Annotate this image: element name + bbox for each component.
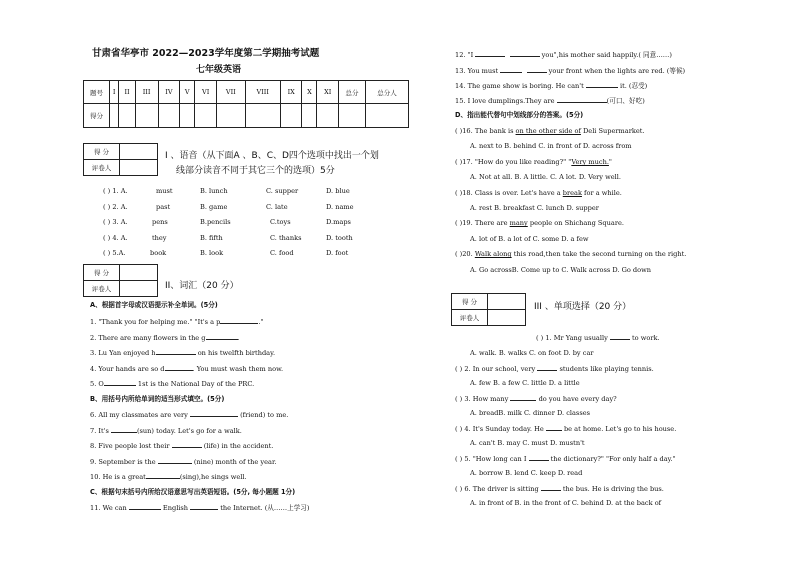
- section2-partC: C、根据句末括号内所给汉语意思写出英语短语。(5分, 每小题题 1分): [90, 488, 296, 496]
- option-b: B. game: [200, 203, 228, 211]
- score-table-header-cell: 题号: [84, 81, 110, 104]
- section3-title: III 、单项选择（20 分）: [534, 302, 632, 312]
- score-label: 得 分: [84, 144, 120, 160]
- options-16: A. next to B. behind C. in front of D. across from: [470, 142, 632, 150]
- mc-question-3: ( ) 3. How many do you have every day?: [455, 395, 617, 403]
- score-table-row-label: 得分: [84, 104, 110, 128]
- options-20: A. Go acrossB. Come up to C. Walk across D. Go down: [470, 266, 651, 274]
- grader-label: 评卷人: [84, 281, 120, 297]
- mc-question-1: ( ) 1. Mr Yang usually to work.: [536, 334, 660, 342]
- option-b: B. lunch: [200, 187, 228, 195]
- mc-options-4: A. can't B. may C. must D. mustn't: [470, 439, 585, 447]
- score-table-header-cell: II: [119, 81, 135, 104]
- score-table-header-cell: 总分人: [366, 81, 409, 104]
- mc-question-2: ( ) 2. In our school, very students like playing tennis.: [455, 365, 654, 373]
- question-number: ( ) 5.A.: [103, 249, 126, 257]
- question-10: 10. He is a great (sing),he sings well.: [90, 473, 247, 481]
- score-table-header-cell: VII: [217, 81, 246, 104]
- score-table-header-cell: VIII: [245, 81, 280, 104]
- question-13: 13. You must your front when the lights are red. (等候): [455, 67, 686, 75]
- score-table-header-cell: IX: [280, 81, 302, 104]
- question-15: 15. I love dumplings.They are (可口、好吃): [455, 97, 645, 105]
- grader-box-1: [83, 143, 158, 176]
- option-c: C. food: [270, 249, 294, 257]
- option-c: C. thanks: [270, 234, 302, 242]
- section2-partB: B、用括号内所给单词的适当形式填空。(5分): [90, 395, 225, 403]
- option-a: must: [156, 187, 173, 195]
- question-16: ( )16. The bank is on the other side of Deli Supermarket.: [455, 127, 645, 135]
- question-number: ( ) 2. A.: [103, 203, 128, 211]
- question-20: ( )20. Walk along this road,then take the second turning on the right.: [455, 250, 687, 258]
- options-18: A. rest B. breakfast C. lunch D. supper: [470, 204, 599, 212]
- option-c: C. supper: [266, 187, 299, 195]
- option-c: C. late: [266, 203, 288, 211]
- option-b: B. look: [200, 249, 224, 257]
- section1-title-2: 线部分读音不同于其它三个的选项）5分: [176, 166, 335, 176]
- option-a: book: [150, 249, 167, 257]
- question-3: 3. Lu Yan enjoyed h on his twelfth birthday.: [90, 349, 276, 357]
- option-c: C.toys: [270, 218, 291, 226]
- exam-subtitle: 七年级英语: [196, 65, 242, 75]
- option-a: they: [152, 234, 167, 242]
- mc-options-1: A. walk. B. walks C. on foot D. by car: [470, 349, 594, 357]
- score-table-header-cell: VI: [195, 81, 217, 104]
- question-7: 7. It's (sun) today. Let's go for a walk.: [90, 427, 242, 435]
- question-number: ( ) 1. A.: [103, 187, 128, 195]
- score-label: 得 分: [84, 265, 120, 281]
- question-5: 5. O 1st is the National Day of the PRC.: [90, 380, 255, 388]
- question-14: 14. The game show is boring. He can't it. (忍受): [455, 82, 648, 90]
- score-table-header-cell: V: [180, 81, 195, 104]
- option-d: D. foot: [326, 249, 349, 257]
- option-a: past: [156, 203, 171, 211]
- question-19: ( )19. There are many people on Shichang Square.: [455, 219, 624, 227]
- mc-question-6: ( ) 6. The driver is sitting the bus. He is driving the bus.: [455, 485, 664, 493]
- question-12: 12. "I you",his mother said happily.( 同意……): [455, 51, 672, 59]
- score-label: 得 分: [452, 294, 488, 310]
- question-8: 8. Five people lost their (life) in the accident.: [90, 442, 274, 450]
- score-table-header-cell: 总分: [339, 81, 366, 104]
- grader-label: 评卷人: [84, 160, 120, 176]
- question-17: ( )17. "How do you like reading?" "Very much.": [455, 158, 612, 166]
- section2-title: II、词汇（20 分）: [165, 281, 239, 291]
- grader-box-2: [83, 264, 158, 297]
- score-table-header-cell: X: [302, 81, 317, 104]
- score-table-header-cell: III: [135, 81, 158, 104]
- option-a: pens: [152, 218, 168, 226]
- mc-question-5: ( ) 5. "How long can I the dictionary?" "For only half a day.": [455, 455, 676, 463]
- option-d: D. blue: [326, 187, 350, 195]
- option-d: D. tooth: [326, 234, 353, 242]
- option-d: D.maps: [326, 218, 351, 226]
- option-d: D. name: [326, 203, 354, 211]
- grader-label: 评卷人: [452, 310, 488, 326]
- mc-options-5: A. borrow B. lend C. keep D. read: [470, 469, 583, 477]
- options-19: A. lot of B. a lot of C. some D. a few: [470, 235, 589, 243]
- options-17: A. Not at all. B. A little. C. A lot. D. Very well.: [470, 173, 621, 181]
- score-table-header-cell: IV: [158, 81, 180, 104]
- score-table-header-cell: XI: [317, 81, 339, 104]
- question-number: ( ) 3. A.: [103, 218, 128, 226]
- option-b: B. fifth: [200, 234, 223, 242]
- grader-box-3: [451, 293, 526, 326]
- question-18: ( )18. Class is over. Let's have a break for a while.: [455, 189, 622, 197]
- question-4: 4. Your hands are so d . You must wash them now.: [90, 365, 284, 373]
- section1-title-1: I 、语音（从下面A 、B、C、D四个选项中找出一个划: [165, 151, 379, 161]
- mc-question-4: ( ) 4. It's Sunday today. He be at home. Let's go to his house.: [455, 425, 677, 433]
- score-table-header-cell: I: [110, 81, 119, 104]
- option-b: B.pencils: [200, 218, 231, 226]
- mc-options-2: A. few B. a few C. little D. a little: [470, 379, 580, 387]
- exam-title: 甘肃省华亭市 2022—2023学年度第二学期抽考试题: [92, 48, 320, 59]
- question-2: 2. There are many flowers in the g .: [90, 334, 240, 342]
- mc-options-3: A. breadB. milk C. dinner D. classes: [470, 409, 590, 417]
- score-table: [83, 80, 409, 128]
- question-number: ( ) 4. A.: [103, 234, 128, 242]
- question-6: 6. All my classmates are very (friend) to me.: [90, 411, 289, 419]
- question-1: 1. "Thank you for helping me." "It's a p .": [90, 318, 264, 326]
- section2-partA: A、根据首字母或汉语提示补全单词。(5分): [90, 301, 218, 309]
- question-11: 11. We can English the Internet. (从……上学习): [90, 504, 310, 512]
- section-partD: D、指出能代替句中划线部分的答案。(5分): [455, 111, 584, 119]
- question-9: 9. September is the (nine) month of the year.: [90, 458, 277, 466]
- mc-options-6: A. in front of B. in the front of C. behind D. at the back of: [470, 499, 662, 507]
